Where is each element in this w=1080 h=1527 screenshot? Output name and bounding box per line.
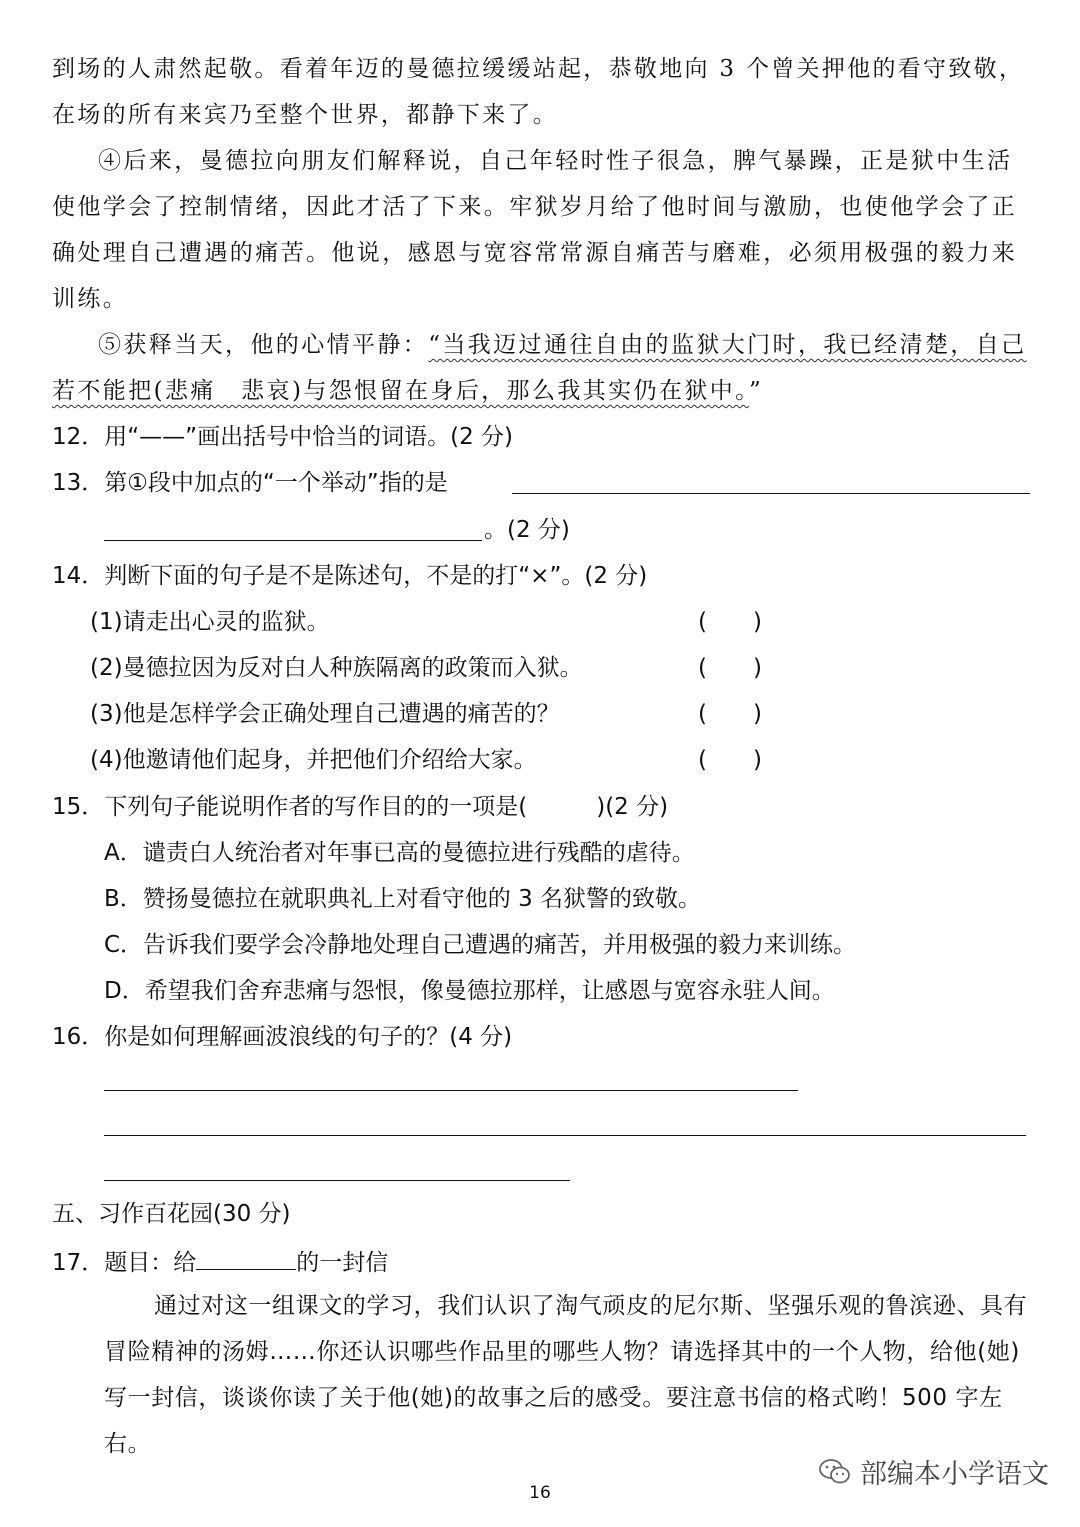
section-heading: 五、习作百花园(30 分) <box>52 1201 291 1227</box>
question-17 <box>52 1245 388 1278</box>
question-13-text: 13．第①段中加点的“一个举动”指的是 <box>52 470 448 496</box>
option-c: C．告诉我们要学会冷静地处理自己遭遇的痛苦，并用极强的毅力来训练。 <box>104 932 857 958</box>
wechat-icon <box>818 1457 852 1487</box>
answer-line[interactable] <box>104 540 482 541</box>
q17-prefix: 17．题目：给 <box>52 1250 197 1276</box>
wavy-sentence: “当我迈过通往自由的监狱大门时，我已经清楚，自己若不能把(悲痛 悲哀)与怨恨留在身后，那么我其实仍在狱中。 <box>52 332 1027 404</box>
answer-parentheses[interactable]: ( ) <box>698 701 762 727</box>
watermark-text: 部编本小学语文 <box>860 1459 1049 1490</box>
judgement-item: (3)他是怎样学会正确处理自己遭遇的痛苦的？ <box>90 701 560 727</box>
answer-parentheses[interactable]: ( ) <box>698 609 762 635</box>
judgement-item: (4)他邀请他们起身，并把他们介绍给大家。 <box>90 747 537 773</box>
option-a: A．谴责白人统治者对年事已高的曼德拉进行残酷的虐待。 <box>104 840 695 866</box>
question-13-tail: 。(2 分) <box>484 517 570 543</box>
question-16: 16．你是如何理解画波浪线的句子的？(4 分) <box>52 1024 513 1050</box>
judgement-item: (2)曼德拉因为反对白人种族隔离的政策而入狱。 <box>90 655 583 681</box>
answer-line[interactable] <box>512 493 1030 494</box>
p5-prefix: ⑤获释当天，他的心情平静： <box>98 332 429 358</box>
answer-line[interactable] <box>104 1180 570 1181</box>
question-14-stem: 14．判断下面的句子是不是陈述句，不是的打“×”。(2 分) <box>52 563 648 589</box>
story-line: 在场的所有来宾乃至整个世界，都静下来了。 <box>52 102 558 128</box>
answer-line[interactable] <box>104 1090 798 1091</box>
option-b: B．赞扬曼德拉在就职典礼上对看守他的 3 名狱警的致敬。 <box>104 886 702 912</box>
p5-suffix: ” <box>749 378 764 404</box>
paragraph-4: ④后来，曼德拉向朋友们解释说，自己年轻时性子很急，脾气暴躁，正是狱中生活使他学会了控制情绪，因此才活了下来。牢狱岁月给了他时间与激励，也使他学会了正确处理自己遭遇的痛苦。他说，感恩与宽容常常源自痛苦与磨难，必须用极强的毅力来训练。 <box>52 148 1018 312</box>
title-blank[interactable] <box>196 1245 296 1270</box>
paragraph-5 <box>52 322 1034 414</box>
writing-prompt: 通过对这一组课文的学习，我们认识了淘气顽皮的尼尔斯、坚强乐观的鲁滨逊、具有冒险精神的汤姆……你还认识哪些作品里的哪些人物？请选择其中的一个人物，给他(她)写一封信，谈谈你读了关于他(她)的故事之后的感受。要注意书信的格式哟！500 字左右。 <box>104 1293 1028 1457</box>
answer-parentheses[interactable]: ( ) <box>698 655 762 681</box>
option-d: D．希望我们舍弃悲痛与怨恨，像曼德拉那样，让感恩与宽容永驻人间。 <box>104 978 835 1004</box>
answer-line[interactable] <box>104 1135 1026 1136</box>
page-number: 16 <box>529 1483 551 1503</box>
question-13 <box>52 468 448 498</box>
q17-suffix: 的一封信 <box>296 1250 389 1276</box>
question-12: 12．用“——”画出括号中恰当的词语。(2 分) <box>52 424 513 450</box>
story-line: 到场的人肃然起敬。看着年迈的曼德拉缓缓站起，恭敬地向 3 个曾关押他的看守致敬， <box>52 56 1025 82</box>
question-15-stem: 15．下列句子能说明作者的写作目的的一项是( )(2 分) <box>52 794 669 820</box>
answer-parentheses[interactable]: ( ) <box>698 747 762 773</box>
judgement-item: (1)请走出心灵的监狱。 <box>90 609 330 635</box>
